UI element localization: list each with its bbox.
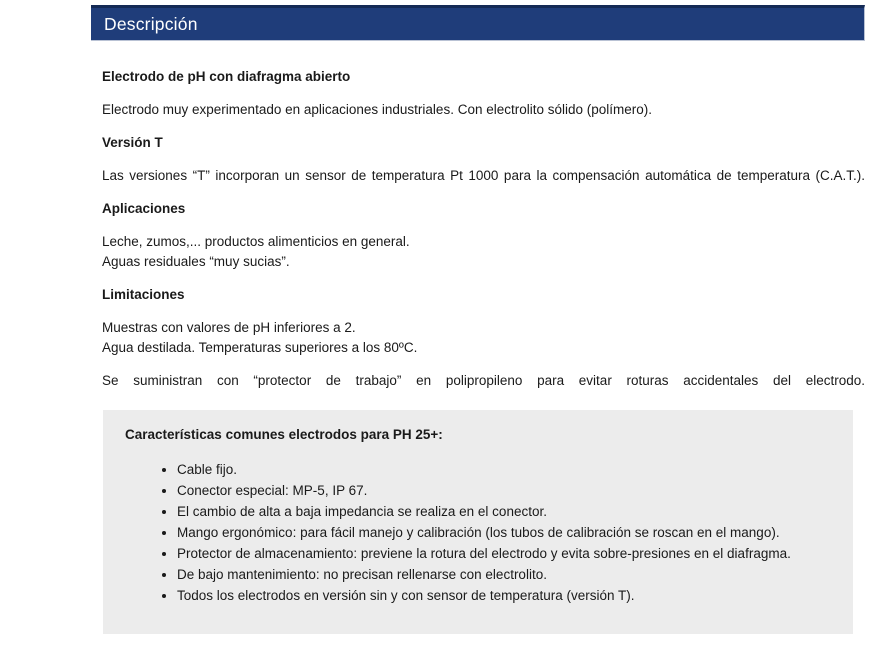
heading-limitaciones: Limitaciones [102, 287, 185, 302]
document-page [0, 5, 874, 634]
list-item: • Todos los electrodos en versión sin y con sensor de temperatura (versión T). [177, 585, 831, 606]
section-header-bar [91, 5, 865, 41]
note-paragraph: Se suministran con “protector de trabajo” en polipropileno para evitar roturas accidentales del electrodo. [102, 373, 865, 388]
paragraph-limitaciones-line2: Agua destilada. Temperaturas superiores a los 80ºC. [102, 340, 418, 355]
list-item: • El cambio de alta a baja impedancia se realiza en el conector. [177, 501, 831, 522]
list-item: • Conector especial: MP-5, IP 67. [177, 480, 831, 501]
paragraph-version-t: Las versiones “T” incorporan un sensor de temperatura Pt 1000 para la compensación automática de temperatura (C.A.T.). [102, 168, 865, 183]
features-box-title: Características comunes electrodos para PH 25+: [125, 427, 443, 442]
paragraph-aplicaciones-line1: Leche, zumos,... productos alimenticios en general. [102, 234, 410, 249]
heading-version-t: Versión T [102, 135, 163, 150]
features-list [125, 459, 831, 606]
paragraph-group-limitaciones [102, 318, 865, 358]
heading-electrodo: Electrodo de pH con diafragma abierto [102, 69, 351, 84]
list-item: • Cable fijo. [177, 459, 831, 480]
list-item: • De bajo mantenimiento: no precisan rellenarse con electrolito. [177, 564, 831, 585]
list-item: • Protector de almacenamiento: previene la rotura del electrodo y evita sobre-presiones en el diafragma. [177, 543, 831, 564]
list-item: • Mango ergonómico: para fácil manejo y calibración (los tubos de calibración se roscan en el mango). [177, 522, 831, 543]
paragraph-aplicaciones-line2: Aguas residuales “muy sucias”. [102, 254, 290, 269]
features-box [103, 410, 853, 634]
heading-aplicaciones: Aplicaciones [102, 201, 186, 216]
paragraph-group-aplicaciones [102, 232, 865, 272]
section-title: Descripción [104, 13, 198, 34]
paragraph-electrodo: Electrodo muy experimentado en aplicaciones industriales. Con electrolito sólido (polímero). [102, 102, 653, 117]
paragraph-limitaciones-line1: Muestras con valores de pH inferiores a 2. [102, 320, 356, 335]
document-content [102, 67, 865, 634]
